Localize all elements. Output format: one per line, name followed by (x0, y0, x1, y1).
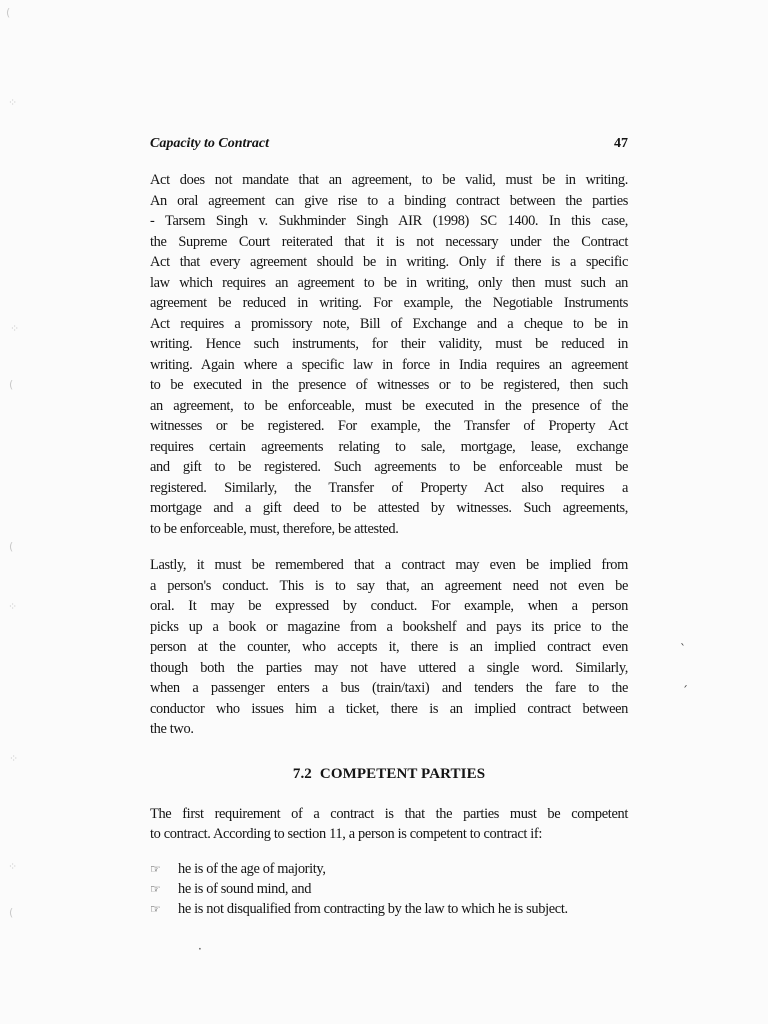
scan-mark: · (198, 942, 202, 956)
paragraph-competency (150, 804, 628, 845)
text-line: when a passenger enters a bus (train/taxi) and tenders the fare to the (150, 680, 628, 696)
text-line: to be enforceable, must, therefore, be attested. (150, 520, 399, 537)
text-line: a person's conduct. This is to say that, an agreement need not even be (150, 577, 628, 594)
text-line: person at the counter, who accepts it, there is an implied contract even (150, 639, 628, 655)
text-line: writing. Hence such instruments, for their validity, must be reduced in (150, 336, 628, 352)
section-title: COMPETENT PARTIES (319, 765, 486, 782)
pointing-hand-icon: ☞ (150, 861, 161, 876)
pointing-hand-icon: ☞ (150, 901, 161, 916)
list-item-text: he is of sound mind, and (178, 880, 312, 897)
page-number: 47 (614, 136, 628, 151)
text-line: law which requires an agreement to be in writing, only then must such an (150, 274, 628, 291)
running-title: Capacity to Contract (150, 136, 269, 151)
text-line: to contract. According to section 11, a person is competent to contract if: (150, 826, 543, 842)
text-line: though both the parties may not have uttered a single word. Similarly, (150, 659, 628, 676)
competency-list (150, 859, 628, 919)
text-line: the two. (150, 721, 194, 737)
text-line: Act that every agreement should be in writing. Only if there is a specific (150, 254, 628, 270)
text-line: and gift to be registered. Such agreements to be enforceable must be (150, 459, 628, 475)
text-line: agreement be reduced in writing. For example, the Negotiable Instruments (150, 295, 628, 311)
text-line: writing. Again where a specific law in force in India requires an agreement (150, 356, 628, 373)
text-line: - Tarsem Singh v. Sukhminder Singh AIR (1998) SC 1400. In this case, (150, 213, 628, 229)
running-header (150, 134, 628, 156)
text-line: An oral agreement can give rise to a binding contract between the parties (150, 192, 628, 209)
list-item-text: he is not disqualified from contracting by the law to which he is subject. (178, 900, 568, 917)
text-line: Lastly, it must be remembered that a contract may even be implied from (150, 557, 628, 573)
text-line: an agreement, to be enforceable, must be executed in the presence of the (150, 397, 628, 414)
text-line: oral. It may be expressed by conduct. For example, when a person (150, 598, 628, 614)
text-line: requires certain agreements relating to sale, mortgage, lease, exchange (150, 438, 628, 455)
text-line: witnesses or be registered. For example, the Transfer of Property Act (150, 418, 628, 434)
list-item-text: he is of the age of majority, (178, 860, 326, 877)
scan-mark: ˊ (682, 684, 688, 698)
document-page (150, 134, 628, 919)
scan-speck: ⁘ (8, 860, 18, 873)
list-item (150, 879, 628, 899)
text-line: Act does not mandate that an agreement, to be valid, must be in writing. (150, 172, 628, 188)
scan-speck: ( (9, 540, 14, 553)
paragraph-written-agreements (150, 170, 628, 539)
pointing-hand-icon: ☞ (150, 881, 161, 896)
text-line: picks up a book or magazine from a bookshelf and pays its price to the (150, 618, 628, 635)
scan-speck: ⁘ (10, 322, 20, 335)
text-line: mortgage and a gift deed to be attested by witnesses. Such agreements, (150, 500, 628, 516)
scan-speck: ⁘ (9, 752, 19, 765)
text-line: registered. Similarly, the Transfer of Property Act also requires a (150, 479, 628, 496)
list-item (150, 899, 628, 919)
text-line: The first requirement of a contract is that the parties must be competent (150, 805, 628, 822)
scan-speck: ( (9, 378, 14, 391)
text-line: to be executed in the presence of witnesses or to be registered, then such (150, 377, 628, 393)
section-number: 7.2 (292, 765, 312, 782)
scan-speck: ( (9, 906, 14, 919)
text-line: the Supreme Court reiterated that it is not necessary under the Contract (150, 233, 628, 250)
list-item (150, 859, 628, 879)
section-heading (150, 762, 628, 786)
paragraph-implied-contract (150, 555, 628, 740)
text-line: Act requires a promissory note, Bill of Exchange and a cheque to be in (150, 315, 628, 332)
scan-mark: ˋ (680, 642, 686, 656)
scan-speck: ⁘ (8, 96, 18, 109)
text-line: conductor who issues him a ticket, there is an implied contract between (150, 700, 628, 717)
scan-speck: ⁘ (8, 600, 18, 613)
scan-speck: ( (6, 6, 11, 19)
